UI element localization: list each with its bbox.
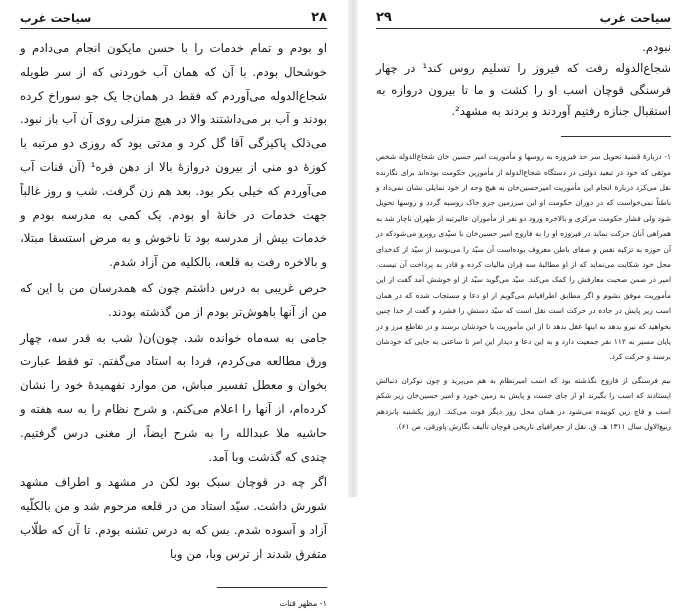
right-paragraph-2: شجاع‌الدوله رفت که فیروز را تسلیم روس کند¹ در چهار فرسنگی قوچان اسب او را کشت و ما تا بیرون دروازه به استقبال جنازه رفتیم آوردند و بردند به مشهد². xyxy=(376,61,671,118)
left-running-title: سیاحت غرب xyxy=(20,11,92,25)
left-page-header xyxy=(20,10,327,29)
right-page-number: ۲۹ xyxy=(376,10,392,25)
left-paragraph-1: او بودم و تمام خدمات را با حسن مایکون انجام می‌دادم و خوشحال بودم. با آن که همان آب خوردنی که از سر طویله شجاع‌الدوله می‌آوردم که فقط در همان‌جا یک جو سوراخ کرده بودند و آب بر می‌داشتند والا در هیچ منزلی روی آن آب باز نبود. می‌ذلک پاکیزگی آقا گل کرد و مدتی بود که روزی دو مرتبه با کوزهٔ دو منی از بیرون دروازهٔ بالا از دهن فره¹ (آن قنات آب می‌آوردم که خیلی بکر بود. بعد هم زن گرفت. شب و روز غالباً جهت خدمات در خانهٔ او بودم. یک کمی به مدرسه بودم و خدمات بیش از مدرسه بود تا ناخوش و به مرض استسقا مبتلا، و بالاخره رفت به قلعه، بالکلیه من آزاد شدم. xyxy=(20,41,328,270)
left-footnote-divider xyxy=(217,587,327,588)
right-footnote-2: نیم فرسنگی از فاروج نگذشته بود که اسب امیرنظام به هم می‌پرید و چون نوکران دنبالش ایستادند که اسب را بگیرند او از جای جست و پایش به زمین خورد و امیر حسین‌خان زیر شکم اسب و قاچ زین کوبیده می‌شود در همان محل روز دیگر فوت می‌کند. (روز یکشنبه پانزدهم ربیع‌الاول سال ۱۳۱۱ هـ. ق. نقل از جغرافیای تاریخی قوچان تألیف نگارش پاورقی، ص ۶۱). xyxy=(376,375,671,432)
left-paragraph-4: اگر چه در قوچان سبک بود لکن در مشهد و اطراف مشهد شورش داشت. سیّد استاد من در قلعه مرحوم شد و من بالکلّیه آزاد و آسوده شدم. بس که به درس تشنه بودم. تا آن که طلّاب متفرق شدند از ترس وبا، من وبا xyxy=(20,475,327,561)
right-page xyxy=(362,0,689,497)
right-page-body xyxy=(376,37,671,122)
left-paragraph-2: حرص غریبی به درس داشتم چون که همدرسان من با این که من از آنها باهوش‌تر بودم از من گذشته بودند. xyxy=(20,280,327,319)
right-page-header xyxy=(376,10,671,29)
right-paragraph-1: نبودم. xyxy=(642,40,671,54)
right-footnote-1: ۱- دربارهٔ قضیهٔ تحویل سر حد فیروزه به روسها و مأموریت امیر حسین خان شجاع‌الدوله شخص موثقی که خود در تبعید دولتی در دستگاه شجاع‌الدوله از مأمورین حکومت بوده‌اند برای نگارنده نقل می‌کرد دربارهٔ انجام این مأموریت امیرحسین‌خان به هیچ وجه از خود تمایلی نشان نمی‌داد و باطناً نمی‌خواست که در دوران حکومت او این سرزمین جزو خاک روسیه گردد و روسها تحویل شود ولی فشار حکومت مرکزی و بالاخره ورود دو نفر از مأموران عالیرتبه از طهران ناچار شد به همراهی آنان حرکت نماید در فیروزه او را به فاروج امیر حسین‌خان با سیّدی روبرو می‌شودکه در آن حوزه به تزکیه نفس و صفای باطن معروف بوده‌است آن سیّد را می‌بوسد از سیّد از کدخدای محل خود شکایت می‌نماید که از او مطالبهٔ سه قِران مالیات کرده و قادر به پرداخت آن نیست. امیر در ضمن صحبت معارفش را کمک می‌کند. سیّد می‌گوید سیّد از او خوشش آمد گفت از این مأموریت موفق نشوم و اگر مطابق اطرافیانم می‌گویم از او دعا و مستجاب شده که در همان اسب زیر پایش در جاده در حرکت است نقل است که سیّد دستش را فشرد و گفت از خدا چنین بخواهید که نیرو بدهد به اینها عقل بدهد تا از این مأموریت یا خودشان برسند و در تقاطع مرز و در پایان مسیر به ۱۱۲ نفر جمعیت دارد و به این دعا و دیدار این امر تا ساعتی به جایی که خودشان برسند و حرکت کرد. xyxy=(376,152,671,362)
left-footnote-1: ۱- مظهر قنات xyxy=(279,598,327,608)
right-running-title: سیاحت غرب xyxy=(599,11,671,25)
left-page-number: ۲۸ xyxy=(311,10,327,25)
book-gutter xyxy=(348,0,358,497)
left-page-body xyxy=(20,37,327,567)
left-page xyxy=(0,0,343,608)
right-footnote-divider xyxy=(561,136,671,137)
left-paragraph-3: جامی به سه‌ماه خوانده شد. چون)ن( شب به قدر سه، چهار ورق مطالعه می‌کردم، فردا به استاد می‌گفتم. تو فقط عبارت بخوان و معطل تفسیر مباش، من موارد نفهمیدهٔ خود را نشان کرده‌ام، از آنها را اعلام می‌کنم. و شرح نظام را به سه هفته و حاشیه ملا عبدالله را به شرح ایضاً، از مغنی درس گرفتیم. چندی که گذشت وبا آمد. xyxy=(20,330,327,464)
